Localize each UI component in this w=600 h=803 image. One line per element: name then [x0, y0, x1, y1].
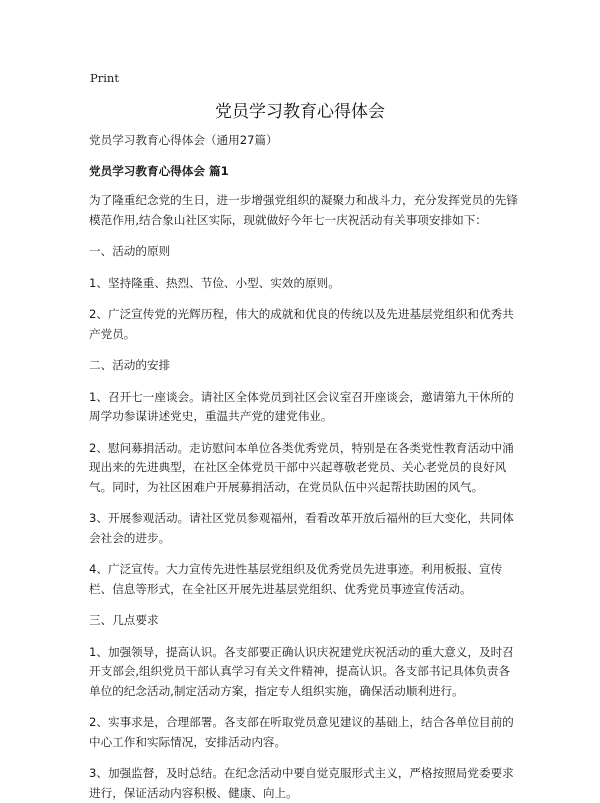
paragraph: 4、广泛宣传。大力宣传先进性基层党组织及优秀党员先进事迹。利用板报、宣传栏、信息等形式，在全社区开展先进基层党组织、优秀党员事迹宣传活动。 [89, 562, 503, 596]
section-heading: 党员学习教育心得体会 篇1 [89, 163, 229, 178]
document-subtitle: 党员学习教育心得体会（通用27篇） [89, 133, 278, 147]
print-label[interactable]: Print [90, 71, 119, 85]
document-title: 党员学习教育心得体会 [215, 102, 385, 122]
paragraph: 2、广泛宣传党的光辉历程，伟大的成就和优良的传统以及先进基层党组织和优秀共产党员。 [89, 307, 514, 341]
paragraph: 2、实事求是，合理部署。各支部在听取党员意见建议的基础上，结合各单位目前的中心工作和实际情况，安排活动内容。 [89, 715, 514, 749]
paragraph: 2、慰问募捐活动。走访慰问本单位各类优秀党员，特别是在各类党性教育活动中涌现出来的先进典型，在社区全体党员干部中兴起尊敬老党员、关心老党员的良好风气。同时，为社区困难户开展募捐活动，在党员队伍中兴起帮扶助困的风气。 [89, 440, 514, 494]
paragraph: 1、召开七一座谈会。请社区全体党员到社区会议室召开座谈会，邀请第九干休所的周学功参谋讲述党史，重温共产党的建党伟业。 [89, 389, 514, 423]
document-body [89, 131, 519, 803]
heading-principles: 一、活动的原则 [89, 244, 171, 258]
paragraph-intro: 为了隆重纪念党的生日，进一步增强党组织的凝聚力和战斗力，充分发挥党员的先锋模范作用,结合象山社区实际，现就做好今年七一庆祝活动有关事项安排如下： [89, 193, 518, 227]
paragraph: 3、加强监督，及时总结。在纪念活动中要自觉克服形式主义，严格按照局党委要求进行，保证活动内容积极、健康、向上。 [89, 766, 514, 800]
paragraph: 1、坚持隆重、热烈、节俭、小型、实效的原则。 [89, 275, 340, 290]
paragraph: 3、开展参观活动。请社区党员参观福州，看看改革开放后福州的巨大变化，共同体会社会的进步。 [89, 511, 514, 545]
paragraph-list [89, 191, 519, 803]
heading-requirements: 三、几点要求 [89, 613, 159, 627]
paragraph: 1、加强领导，提高认识。各支部要正确认识庆祝建党庆祝活动的重大意义，及时召开支部会,组织党员干部认真学习有关文件精神，提高认识。各支部书记具体负责各单位的纪念活动,制定活动方案，指定专人组织实施，确保活动顺利进行。 [89, 644, 514, 698]
heading-arrangements: 二、活动的安排 [89, 358, 171, 372]
